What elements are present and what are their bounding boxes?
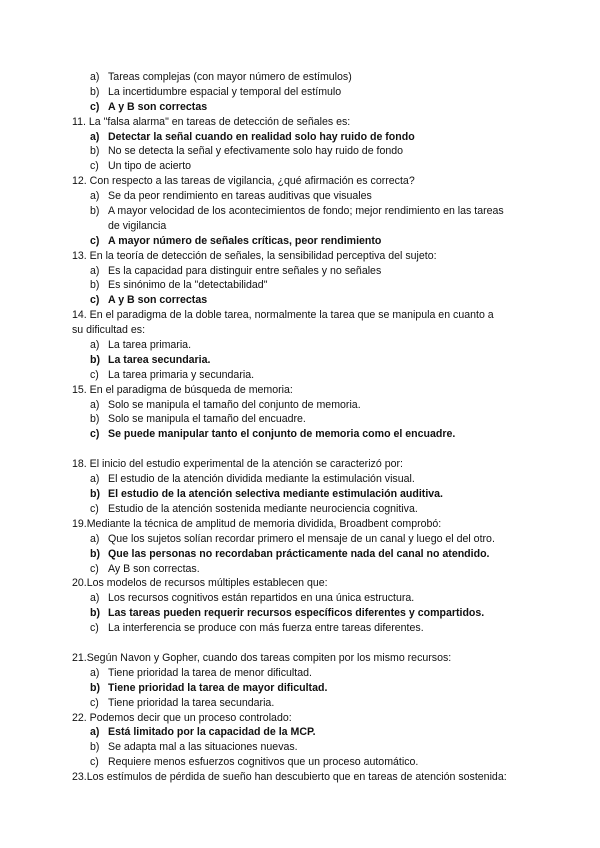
- option-letter: c): [90, 100, 100, 113]
- option-letter: b): [90, 205, 100, 218]
- option-text: La tarea primaria y secundaria.: [108, 368, 255, 381]
- correct-answer-option: [72, 293, 532, 308]
- option-text: El estudio de la atención dividida mediante la estimulación visual.: [108, 473, 415, 486]
- option-text: Detectar la señal cuando en realidad solo hay ruido de fondo: [108, 130, 415, 143]
- question-text: 11. La "falsa alarma" en tareas de detección de señales es:: [72, 115, 351, 128]
- answer-option: [72, 278, 532, 293]
- option-text: Tiene prioridad la tarea secundaria.: [108, 696, 275, 709]
- option-text: El estudio de la atención selectiva mediante estimulación auditiva.: [108, 488, 443, 501]
- correct-answer-option: [72, 725, 532, 740]
- answer-option: [72, 70, 532, 85]
- correct-answer-option: [72, 130, 532, 145]
- answer-option: [72, 740, 532, 755]
- answer-option: [72, 472, 532, 487]
- document-page: [72, 70, 532, 785]
- option-text: La tarea secundaria.: [108, 353, 211, 366]
- option-letter: a): [90, 666, 100, 679]
- option-text: Tiene prioridad la tarea de mayor dificultad.: [108, 681, 328, 694]
- option-text: Solo se manipula el tamaño del encuadre.: [108, 413, 306, 426]
- question-text: 14. En el paradigma de la doble tarea, normalmente la tarea que se manipula en cuanto a: [72, 309, 494, 322]
- option-letter: a): [90, 592, 100, 605]
- answer-option: [72, 562, 532, 577]
- option-text: A mayor número de señales críticas, peor rendimiento: [108, 234, 382, 247]
- option-letter: a): [90, 726, 100, 739]
- answer-option: [72, 204, 532, 219]
- option-text: Un tipo de acierto: [108, 160, 192, 173]
- option-letter: b): [90, 607, 100, 620]
- question-text: 19.Mediante la técnica de amplitud de memoria dividida, Broadbent comprobó:: [72, 517, 442, 530]
- correct-answer-option: [72, 547, 532, 562]
- option-text: Que los sujetos solían recordar primero el mensaje de un canal y luego el del otro.: [108, 532, 495, 545]
- option-letter: b): [90, 681, 100, 694]
- option-text: La incertidumbre espacial y temporal del estímulo: [108, 85, 342, 98]
- answer-option: [72, 696, 532, 711]
- answer-option: [72, 666, 532, 681]
- option-text: No se detecta la señal y efectivamente solo hay ruido de fondo: [108, 145, 404, 158]
- option-letter: b): [90, 488, 100, 501]
- answer-option: [72, 85, 532, 100]
- option-text: Está limitado por la capacidad de la MCP.: [108, 726, 316, 739]
- answer-option: [72, 591, 532, 606]
- option-text: La interferencia se produce con más fuerza entre tareas diferentes.: [108, 622, 424, 635]
- answer-option: [72, 189, 532, 204]
- blank-line: [72, 636, 532, 651]
- question-text: 15. En el paradigma de búsqueda de memoria:: [72, 383, 293, 396]
- option-text: A mayor velocidad de los acontecimientos de fondo; mejor rendimiento en las tareas: [108, 205, 504, 218]
- answer-option: [72, 144, 532, 159]
- option-letter: c): [90, 234, 100, 247]
- option-letter: b): [90, 353, 100, 366]
- question-text: 18. El inicio del estudio experimental de la atención se caracterizó por:: [72, 458, 403, 471]
- option-text: Las tareas pueden requerir recursos específicos diferentes y compartidos.: [108, 607, 485, 620]
- option-letter: a): [90, 398, 100, 411]
- option-letter: c): [90, 368, 99, 381]
- option-text: Ay B son correctas.: [108, 562, 200, 575]
- option-text: Los recursos cognitivos están repartidos en una única estructura.: [108, 592, 415, 605]
- option-letter: c): [90, 502, 99, 515]
- blank-line: [72, 442, 532, 457]
- option-letter: a): [90, 71, 100, 83]
- option-text: Tareas complejas (con mayor número de estímulos): [108, 71, 352, 83]
- question-text: 20.Los modelos de recursos múltiples establecen que:: [72, 577, 328, 590]
- correct-answer-option: [72, 681, 532, 696]
- option-text: Tiene prioridad la tarea de menor dificultad.: [108, 666, 312, 679]
- option-letter: b): [90, 145, 100, 158]
- correct-answer-option: [72, 234, 532, 249]
- option-letter: a): [90, 130, 100, 143]
- correct-answer-option: [72, 353, 532, 368]
- option-letter: b): [90, 85, 100, 98]
- option-letter: b): [90, 279, 100, 292]
- question-text: 13. En la teoría de detección de señales, la sensibilidad perceptiva del sujeto:: [72, 249, 437, 262]
- correct-answer-option: [72, 487, 532, 502]
- option-letter: a): [90, 264, 100, 277]
- option-letter: a): [90, 532, 100, 545]
- option-letter: c): [90, 756, 99, 769]
- option-letter: c): [90, 622, 99, 635]
- answer-option: [72, 159, 532, 174]
- option-text: Es la capacidad para distinguir entre señales y no señales: [108, 264, 382, 277]
- option-letter: a): [90, 339, 100, 352]
- option-letter: b): [90, 741, 100, 754]
- option-letter: b): [90, 547, 100, 560]
- option-letter: c): [90, 696, 99, 709]
- question-text: 12. Con respecto a las tareas de vigilancia, ¿qué afirmación es correcta?: [72, 175, 415, 188]
- answer-option: [72, 412, 532, 427]
- option-text: A y B son correctas: [108, 100, 208, 113]
- option-text: La tarea primaria.: [108, 339, 192, 352]
- correct-answer-option: [72, 606, 532, 621]
- option-letter: c): [90, 160, 99, 173]
- option-letter: b): [90, 413, 100, 426]
- option-text: A y B son correctas: [108, 294, 208, 307]
- option-continuation: de vigilancia: [108, 219, 167, 232]
- option-text: Se puede manipular tanto el conjunto de memoria como el encuadre.: [108, 428, 456, 441]
- correct-answer-option: [72, 100, 532, 115]
- answer-option: [72, 621, 532, 636]
- option-text: Se adapta mal a las situaciones nuevas.: [108, 741, 298, 754]
- question-text: 22. Podemos decir que un proceso controlado:: [72, 711, 292, 724]
- option-text: Solo se manipula el tamaño del conjunto de memoria.: [108, 398, 361, 411]
- answer-option: [72, 755, 532, 770]
- option-letter: a): [90, 473, 100, 486]
- option-text: Que las personas no recordaban prácticamente nada del canal no atendido.: [108, 547, 490, 560]
- option-text: Es sinónimo de la "detectabilidad": [108, 279, 268, 292]
- answer-option: [72, 502, 532, 517]
- option-text: Requiere menos esfuerzos cognitivos que un proceso automático.: [108, 756, 419, 769]
- option-text: Se da peor rendimiento en tareas auditivas que visuales: [108, 190, 372, 203]
- option-letter: c): [90, 428, 100, 441]
- answer-option: [72, 532, 532, 547]
- answer-option: [72, 398, 532, 413]
- answer-option: [72, 338, 532, 353]
- option-text: Estudio de la atención sostenida mediante neurociencia cognitiva.: [108, 502, 418, 515]
- answer-option: [72, 264, 532, 279]
- question-text: 21.Según Navon y Gopher, cuando dos tareas compiten por los mismo recursos:: [72, 651, 452, 664]
- option-letter: c): [90, 562, 99, 575]
- question-text: su dificultad es:: [72, 324, 146, 337]
- correct-answer-option: [72, 427, 532, 442]
- question-text: 23.Los estímulos de pérdida de sueño han descubierto que en tareas de atención sostenida:: [72, 771, 507, 784]
- option-letter: a): [90, 190, 100, 203]
- option-letter: c): [90, 294, 100, 307]
- answer-option: [72, 368, 532, 383]
